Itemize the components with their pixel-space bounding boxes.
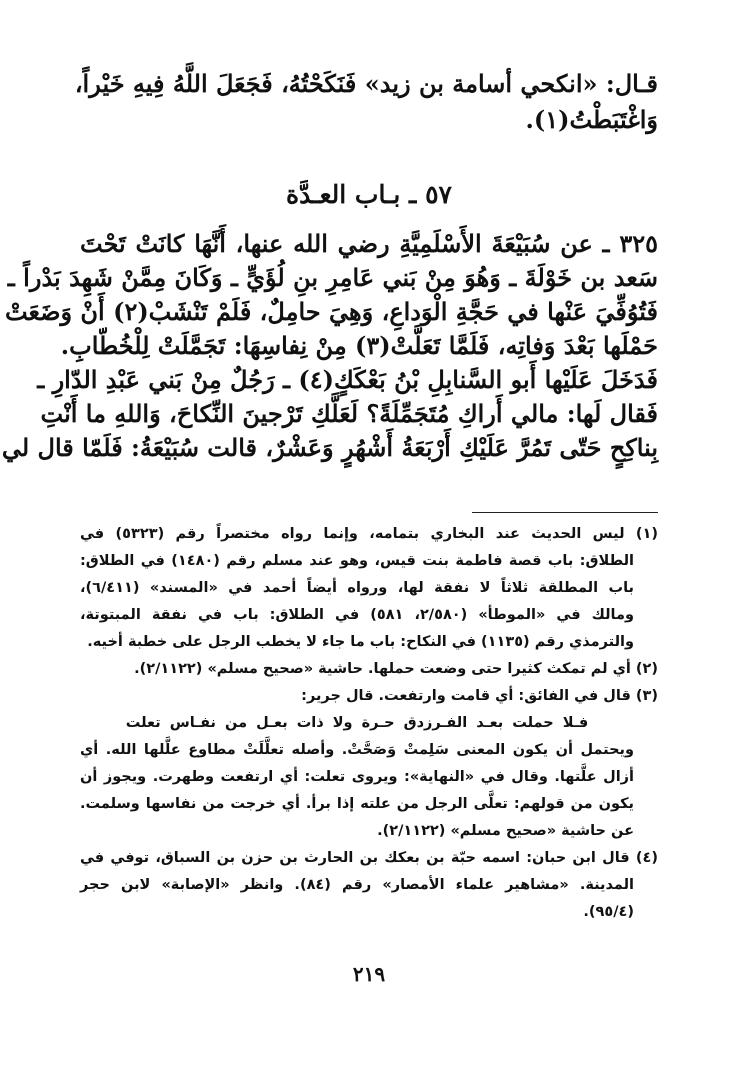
hadith-line-1: ٣٢٥ ـ عن سُبَيْعَةَ الأَسْلَمِيَّةِ رضي الله عنها، أَنَّهَا كانَتْ تَحْتَ [80,229,658,258]
footnote-line-12: عن حاشية «صحيح مسلم» (٢/١١٢٢). [377,823,634,839]
body-line-2: وَاغْتَبَطْتُ(١). [525,105,658,134]
body-line-1: قـال: «انكحي أسامة بن زيد» فَنَكَحْتُهُ، فَجَعَلَ اللَّهُ فِيهِ خَيْراً، [74,69,658,98]
hadith-line-2: سَعد بن خَوْلَةَ ـ وَهُوَ مِنْ بَني عَامِرِ بنِ لُؤَيٍّ ـ وَكَانَ مِمَّنْ شَهِدَ بَدْراً ـ [7,263,658,292]
footnote-line-10: أزال علَّتها. وقال في «النهاية»: ويروى تعلت: أي ارتفعت وطهرت. ويجوز أن [80,769,634,785]
footnote-line-1: (١) ليس الحديث عند البخاري بتمامه، وإنما رواه مختصراً رقم (٥٣٢٣) في [80,526,658,542]
page-number: ٢١٩ [352,962,386,986]
footnote-line-9: ويحتمل أن يكون المعنى سَلِمتْ وَصَحَّتْ. وأصله تعلَّلَتْ مطاوع علَّلها الله. أي [80,742,634,758]
footnote-line-15: (٩٥/٤). [583,904,634,920]
hadith-line-5: فَدَخَلَ عَلَيْها أَبو السَّنابِلِ بْنُ بَعْكَكٍ(٤) ـ رَجُلٌ مِنْ بَني عَبْدِ الدّارِ ـ [37,365,658,394]
footnote-poem-verse: فـلا حملت بعـد الفـرزدق حـرة ولا ذات بعـل من نفـاس تعلت [125,715,589,731]
footnote-line-6: (٢) أي لم تمكث كثيرا حتى وضعت حملها. حاشية «صحيح مسلم» (٢/١١٢٢). [134,661,658,677]
footnote-line-11: يكون من قولهم: تعلَّى الرجل من علته إذا برأ. أي خرجت من نفاسها وسلمت. [80,796,634,812]
footnote-separator [472,512,658,513]
footnote-line-13: (٤) قال ابن حبان: اسمه حبّة بن بعكك بن الحارث بن حزن بن السباق، توفي في [80,850,658,866]
hadith-line-4: حَمْلَها بَعْدَ وَفاتِه، فَلَمَّا تَعَلَّتْ(٣) مِنْ نِفاسِهَا: تَجَمَّلَتْ لِلْخُطّابِ. [60,331,658,360]
footnote-line-2: الطلاق: باب قصة فاطمة بنت قيس، وهو عند مسلم رقم (١٤٨٠) في الطلاق: [80,553,634,569]
hadith-line-3: فَتُوُفِّيَ عَنْها في حَجَّةِ الْوَداعِ، وَهِيَ حامِلٌ، فَلَمْ تَنْشَبْ(٢) أَنْ وَضَعَتْ [4,297,658,326]
section-heading: ٥٧ ـ بـاب العـدَّة [286,180,452,209]
footnote-line-5: والترمذي رقم (١١٣٥) في النكاح: باب ما جاء لا يخطب الرجل على خطبة أخيه. [87,634,634,650]
footnote-line-14: المدينة. «مشاهير علماء الأمصار» رقم (٨٤). وانظر «الإصابة» لابن حجر [80,877,634,893]
footnote-line-7: (٣) قال في الفائق: أي قامت وارتفعت. قال جرير: [301,688,658,704]
hadith-line-6: فَقال لَها: مالي أَراكِ مُتَجَمِّلَةً؟ لَعَلَّكِ تَرْجينَ النِّكاحَ، وَاللهِ ما أَنْتِ [40,399,658,428]
hadith-line-7: بِناكِحٍ حَتّى تَمُرَّ عَلَيْكِ أَرْبَعَةُ أَشْهُرٍ وَعَشْرٌ، قالت سُبَيْعَةُ: فَلَمّا قال لي [1,433,658,462]
footnote-line-3: باب المطلقة ثلاثاً لا نفقة لها، ورواه أيضاً أحمد في «المسند» (٦/٤١١)، [80,580,634,596]
footnote-line-4: ومالك في «الموطأ» (٢/٥٨٠، ٥٨١) في الطلاق: باب في نفقة المبتوتة، [80,607,634,623]
